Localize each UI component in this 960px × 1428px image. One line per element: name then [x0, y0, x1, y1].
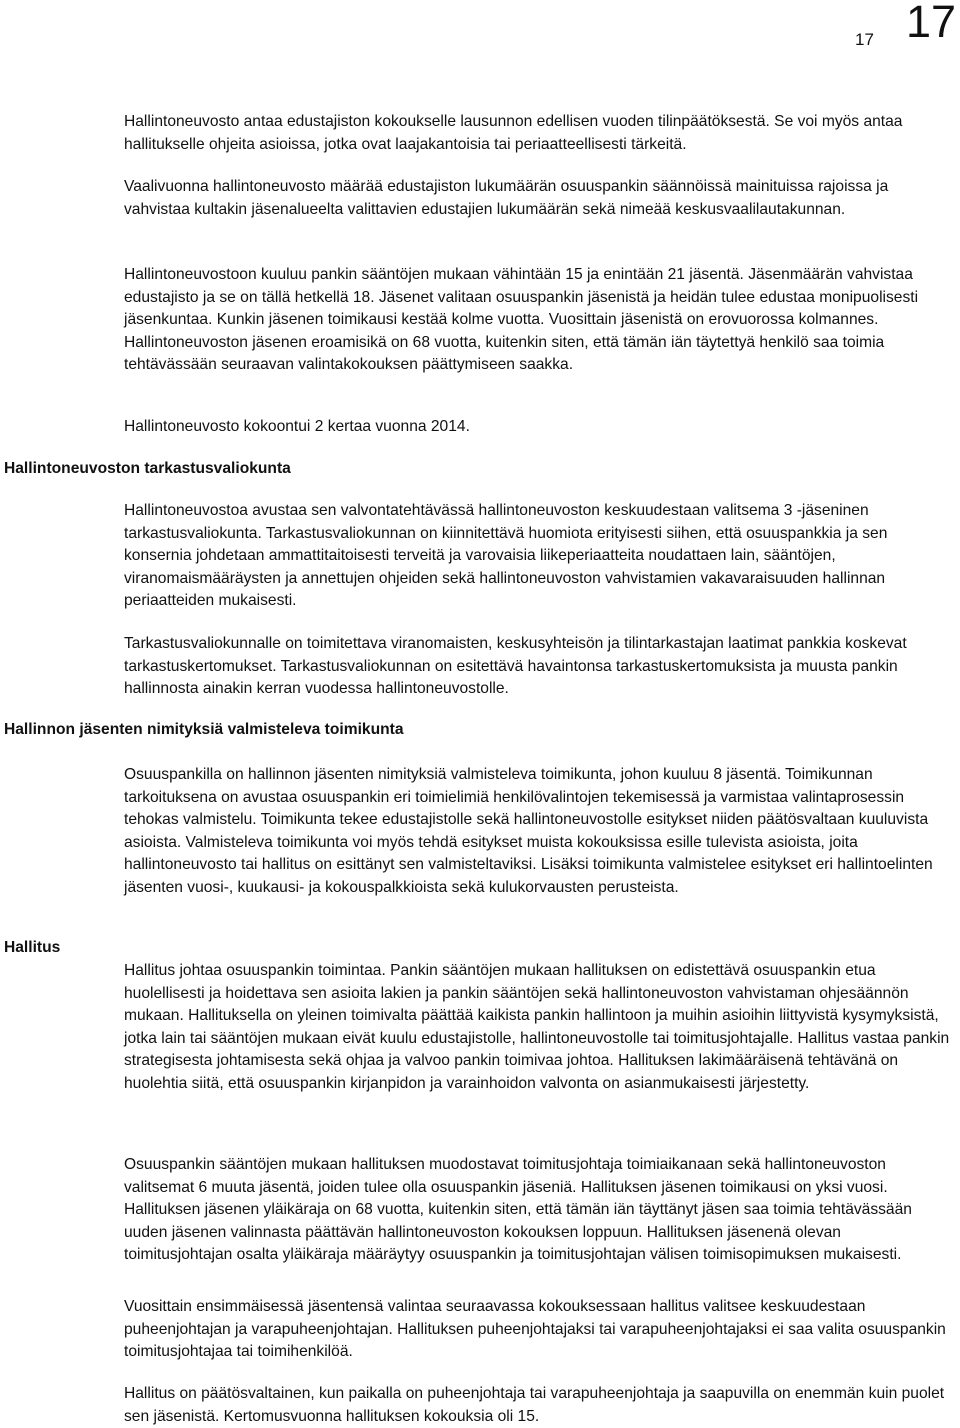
paragraph-paatosvaltaisuus: [124, 1383, 950, 1428]
page-number-large: 17: [906, 0, 957, 47]
paragraph-text: Osuuspankin sääntöjen mukaan hallituksen muodostavat toimitusjohtaja toimiaikanaan sekä hallintoneuvoston valitsemat 6 muuta jäsentä, joiden tulee olla osuuspankin jäseniä. Hallituksen jäsenen toimikausi on yksi vuosi. Hallituksen jäsenen yläikäraja on 68 vuotta, kuitenkin siten, että tämän iän täyttänyt jäsen saa toimia tehtävässään uuden jäsenen valinnasta päättävän hallintoneuvoston kokouksen loppuun. Hallituksen jäsenenä olevan toimitusjohtajan osalta yläikäraja määräytyy osuuspankin ja toimitusjohtajan välisen toimisopimuksen mukaisesti.: [124, 1156, 912, 1264]
paragraph-hallitus-tehtavat: [124, 960, 950, 1096]
heading-tarkastusvaliokunta: Hallintoneuvoston tarkastusvaliokunta: [4, 460, 291, 477]
page-number-small: 17: [855, 30, 874, 49]
paragraph-kokoukset-2014: [124, 416, 950, 439]
paragraph-text: Vuosittain ensimmäisessä jäsentensä valintaa seuraavassa kokouksessaan hallitus valitsee keskuudestaan puheenjohtajan ja varapuheenjohtajan. Hallituksen puheenjohtajaksi tai varapuheenjohtajaksi ei saa valita osuuspankin toimitusjohtajaa tai toimihenkilöä.: [124, 1298, 946, 1361]
paragraph-hallitus-kokoonpano: [124, 1154, 950, 1267]
paragraph-text: Hallitus johtaa osuuspankin toimintaa. Pankin sääntöjen mukaan hallituksen on edistettävä osuuspankin etua huolellisesti ja hoidettava sen asioita lakien ja pankin sääntöjen sekä hallintoneuvoston vahvistaman ohjesäännön mukaan. Hallituksella on yleinen toimivalta päättää kaikista pankin hallintoon ja muihin asioihin liittyvistä kysymyksistä, jotka lain tai sääntöjen mukaan eivät kuulu edustajistolle, hallintoneuvostolle tai toimitusjohtajalle. Hallitus vastaa pankin strategisesta johtamisesta sekä ohjaa ja valvoo pankin toimivaa johtoa. Hallituksen lakimääräisenä tehtävänä on huolehtia siitä, että osuuspankin kirjanpidon ja varainhoidon valvonta on asianmukaisesti järjestetty.: [124, 962, 950, 1092]
paragraph-text: Tarkastusvaliokunnalle on toimitettava viranomaisten, keskusyhteisön ja tilintarkastajan laatimat pankkia koskevat tarkastuskertomukset. Tarkastusvaliokunnan on esitettävä havaintonsa tarkastuskertomuksista ja muusta pankin hallinnosta ainakin kerran vuodessa hallintoneuvostolle.: [124, 635, 907, 698]
paragraph-tarkastuskertomukset: [124, 633, 950, 701]
paragraph-vaalivuosi: [124, 176, 950, 221]
heading-nimitystoimikunta: Hallinnon jäsenten nimityksiä valmisteleva toimikunta: [4, 721, 404, 738]
paragraph-text: Osuuspankilla on hallinnon jäsenten nimityksiä valmisteleva toimikunta, johon kuuluu 8 jäsentä. Toimikunnan tarkoituksena on avustaa osuuspankin eri toimielimiä henkilövalintojen tekemisessä ja varmistaa valintaprosessin tehokas valmistelu. Toimikunta tekee edustajistolle sekä hallintoneuvostolle esitykset niiden päätösvaltaan kuuluvista asioista. Valmisteleva toimikunta voi myös tehdä esitykset muista kokouksissa esille tulevista asioista, joita hallintoneuvosto tai hallitus on esittänyt sen valmisteltaviksi. Lisäksi toimikunta valmistelee esitykset eri hallintoelinten jäsenten vuosi-, kuukausi- ja kokouspalkkioista sekä kulukorvausten perusteista.: [124, 766, 933, 896]
paragraph-puheenjohtaja: [124, 1296, 950, 1364]
paragraph-tarkastusvaliokunta-tehtava: [124, 500, 950, 613]
paragraph-text: Hallintoneuvosto kokoontui 2 kertaa vuonna 2014.: [124, 418, 470, 435]
paragraph-text: Hallintoneuvosto antaa edustajiston kokoukselle lausunnon edellisen vuoden tilinpäätöksestä. Se voi myös antaa hallitukselle ohjeita asioissa, jotka ovat laajakantoisia tai periaatteellisesti tärkeitä.: [124, 113, 903, 153]
paragraph-text: Hallintoneuvostoa avustaa sen valvontatehtävässä hallintoneuvoston keskuudestaan valitsema 3 -jäseninen tarkastusvaliokunta. Tarkastusvaliokunnan on kiinnitettävä huomiota erityisesti siihen, että osuuspankkia ja sen konsernia johdetaan ammattitaitoisesti terveitä ja varovaisia liikeperiaatteita noudattaen lain, sääntöjen, viranomaismääräysten ja annettujen ohjeiden sekä hallintoneuvoston vahvistamien vakavaraisuuden hallinnan periaatteiden mukaisesti.: [124, 502, 888, 610]
paragraph-text: Vaalivuonna hallintoneuvosto määrää edustajiston lukumäärän osuuspankin säännöissä mainituissa rajoissa ja vahvistaa kultakin jäsenalueelta valittavien edustajien lukumäärän sekä nimeää keskusvaalilautakunnan.: [124, 178, 889, 218]
paragraph-nimitystoimikunta: [124, 764, 950, 900]
paragraph-hallintoneuvosto-lausunto: [124, 111, 950, 156]
heading-hallitus: Hallitus: [4, 939, 61, 956]
paragraph-text: Hallitus on päätösvaltainen, kun paikalla on puheenjohtaja tai varapuheenjohtaja ja saapuvilla on enemmän kuin puolet sen jäsenistä. Kertomusvuonna hallituksen kokouksia oli 15.: [124, 1385, 945, 1425]
paragraph-text: Hallintoneuvostoon kuuluu pankin sääntöjen mukaan vähintään 15 ja enintään 21 jäsentä. Jäsenmäärän vahvistaa edustajisto ja se on tällä hetkellä 18. Jäsenet valitaan osuuspankin jäsenistä ja heidän tulee edustaa monipuolisesti jäsenkuntaa. Kunkin jäsenen toimikausi kestää kolme vuotta. Vuosittain jäsenistä on erovuorossa kolmannes. Hallintoneuvoston jäsenen eroamisikä on 68 vuotta, kuitenkin siten, että tämän iän täytettyä henkilö saa toimia tehtävässään seuraavan valintakokouksen päättymiseen saakka.: [124, 266, 919, 374]
paragraph-jasenmaara: [124, 264, 950, 377]
